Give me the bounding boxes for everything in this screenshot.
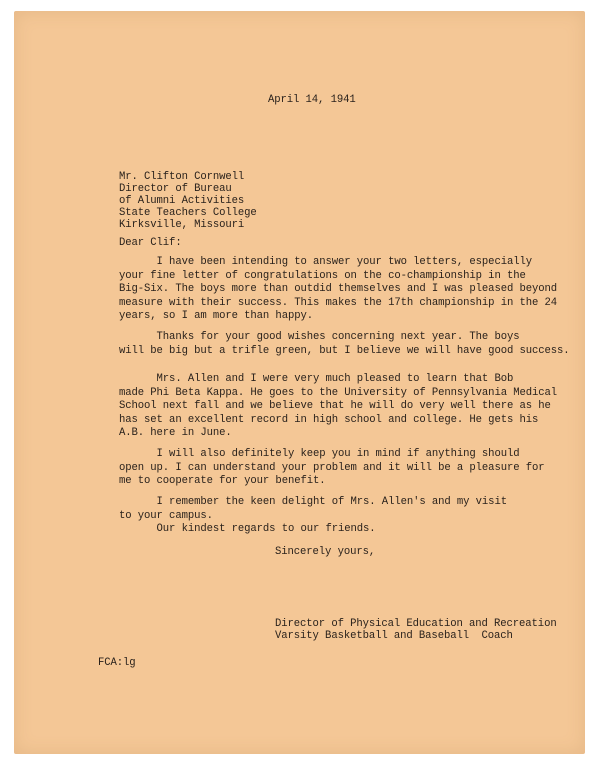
signature-title-line: Director of Physical Education and Recreation [275,618,557,630]
text-line: Mrs. Allen and I were very much pleased to learn that Bob [119,373,514,385]
text-line: Thanks for your good wishes concerning next year. The boys [119,331,520,343]
paragraph-5 [119,496,507,523]
text-line: open up. I can understand your problem and it will be a pleasure for [119,461,545,474]
address-line: State Teachers College [119,207,257,219]
letter-date: April 14, 1941 [268,94,356,106]
text-line: I have been intending to answer your two letters, especially [119,256,532,268]
text-line: made Phi Beta Kappa. He goes to the University of Pennsylvania Medical [119,386,558,399]
text-line: to your campus. [119,509,213,522]
paragraph-4 [119,448,545,489]
text-line: A.B. here in June. [119,427,232,439]
text-line: Our kindest regards to our friends. [119,523,376,535]
text-line: years, so I am more than happy. [119,310,313,322]
closing: Sincerely yours, [275,546,376,558]
address-line: of Alumni Activities [119,195,245,207]
text-line: your fine letter of congratulations on the co-championship in the [119,269,526,282]
text-line: measure with their success. This makes the 17th championship in the 24 [119,296,558,309]
address-line: Kirksville, Missouri [119,219,245,231]
text-line: I remember the keen delight of Mrs. Allen's and my visit [119,496,507,508]
address-line: Mr. Clifton Cornwell [119,171,245,183]
salutation: Dear Clif: [119,237,182,249]
text-line: me to cooperate for your benefit. [119,475,326,487]
paragraph-1 [119,256,557,324]
text-line: will be big but a trifle green, but I believe we will have good success. [119,344,570,357]
address-line: Director of Bureau [119,183,232,195]
signature-title-line: Varsity Basketball and Baseball Coach [275,630,513,642]
text-line: Big-Six. The boys more than outdid themselves and I was pleased beyond [119,283,558,295]
text-line: has set an excellent record in high school and college. He gets his [119,413,539,426]
paragraph-2 [119,331,570,358]
letter-page [14,11,585,754]
text-line: I will also definitely keep you in mind if anything should [119,448,520,460]
typist-initials: FCA:lg [98,657,136,669]
paragraph-3 [119,373,557,441]
text-line: School next fall and we believe that he will do very well there as he [119,400,551,412]
paragraph-6 [119,523,376,537]
